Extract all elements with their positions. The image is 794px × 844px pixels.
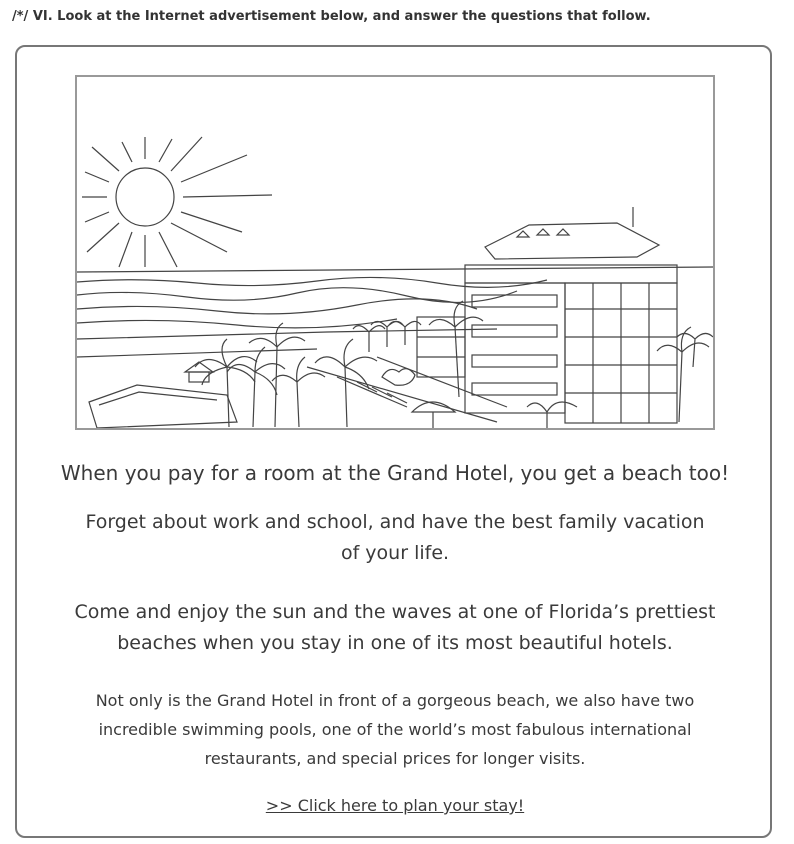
headline xyxy=(20,461,770,485)
plan-your-stay-link[interactable]: >> Click here to plan your stay! xyxy=(265,796,525,815)
ad-body xyxy=(40,686,750,773)
ad-body-line-1: Not only is the Grand Hotel in front of a gorgeous beach, we also have two xyxy=(95,691,695,710)
tagline xyxy=(20,597,770,659)
tagline-line-1: Come and enjoy the sun and the waves at one of Florida’s prettiest xyxy=(74,601,716,623)
sun-icon xyxy=(82,137,272,267)
ad-body-line-3: restaurants, and special prices for longer visits. xyxy=(204,749,586,768)
subheadline xyxy=(20,507,770,569)
headline-text: When you pay for a room at the Grand Hotel, you get a beach too! xyxy=(60,461,730,485)
subheadline-line-1: Forget about work and school, and have the best family vacation xyxy=(85,511,705,533)
hotel-building-icon xyxy=(417,207,677,423)
cta-container xyxy=(20,796,770,815)
ad-body-line-2: incredible swimming pools, one of the world’s most fabulous international xyxy=(98,720,692,739)
tagline-line-2: beaches when you stay in one of its most beautiful hotels. xyxy=(117,632,673,654)
subheadline-line-2: of your life. xyxy=(340,542,450,564)
hotel-beach-illustration xyxy=(75,75,715,430)
question-instruction: /*/ VI. Look at the Internet advertisement below, and answer the questions that follow. xyxy=(12,9,651,24)
